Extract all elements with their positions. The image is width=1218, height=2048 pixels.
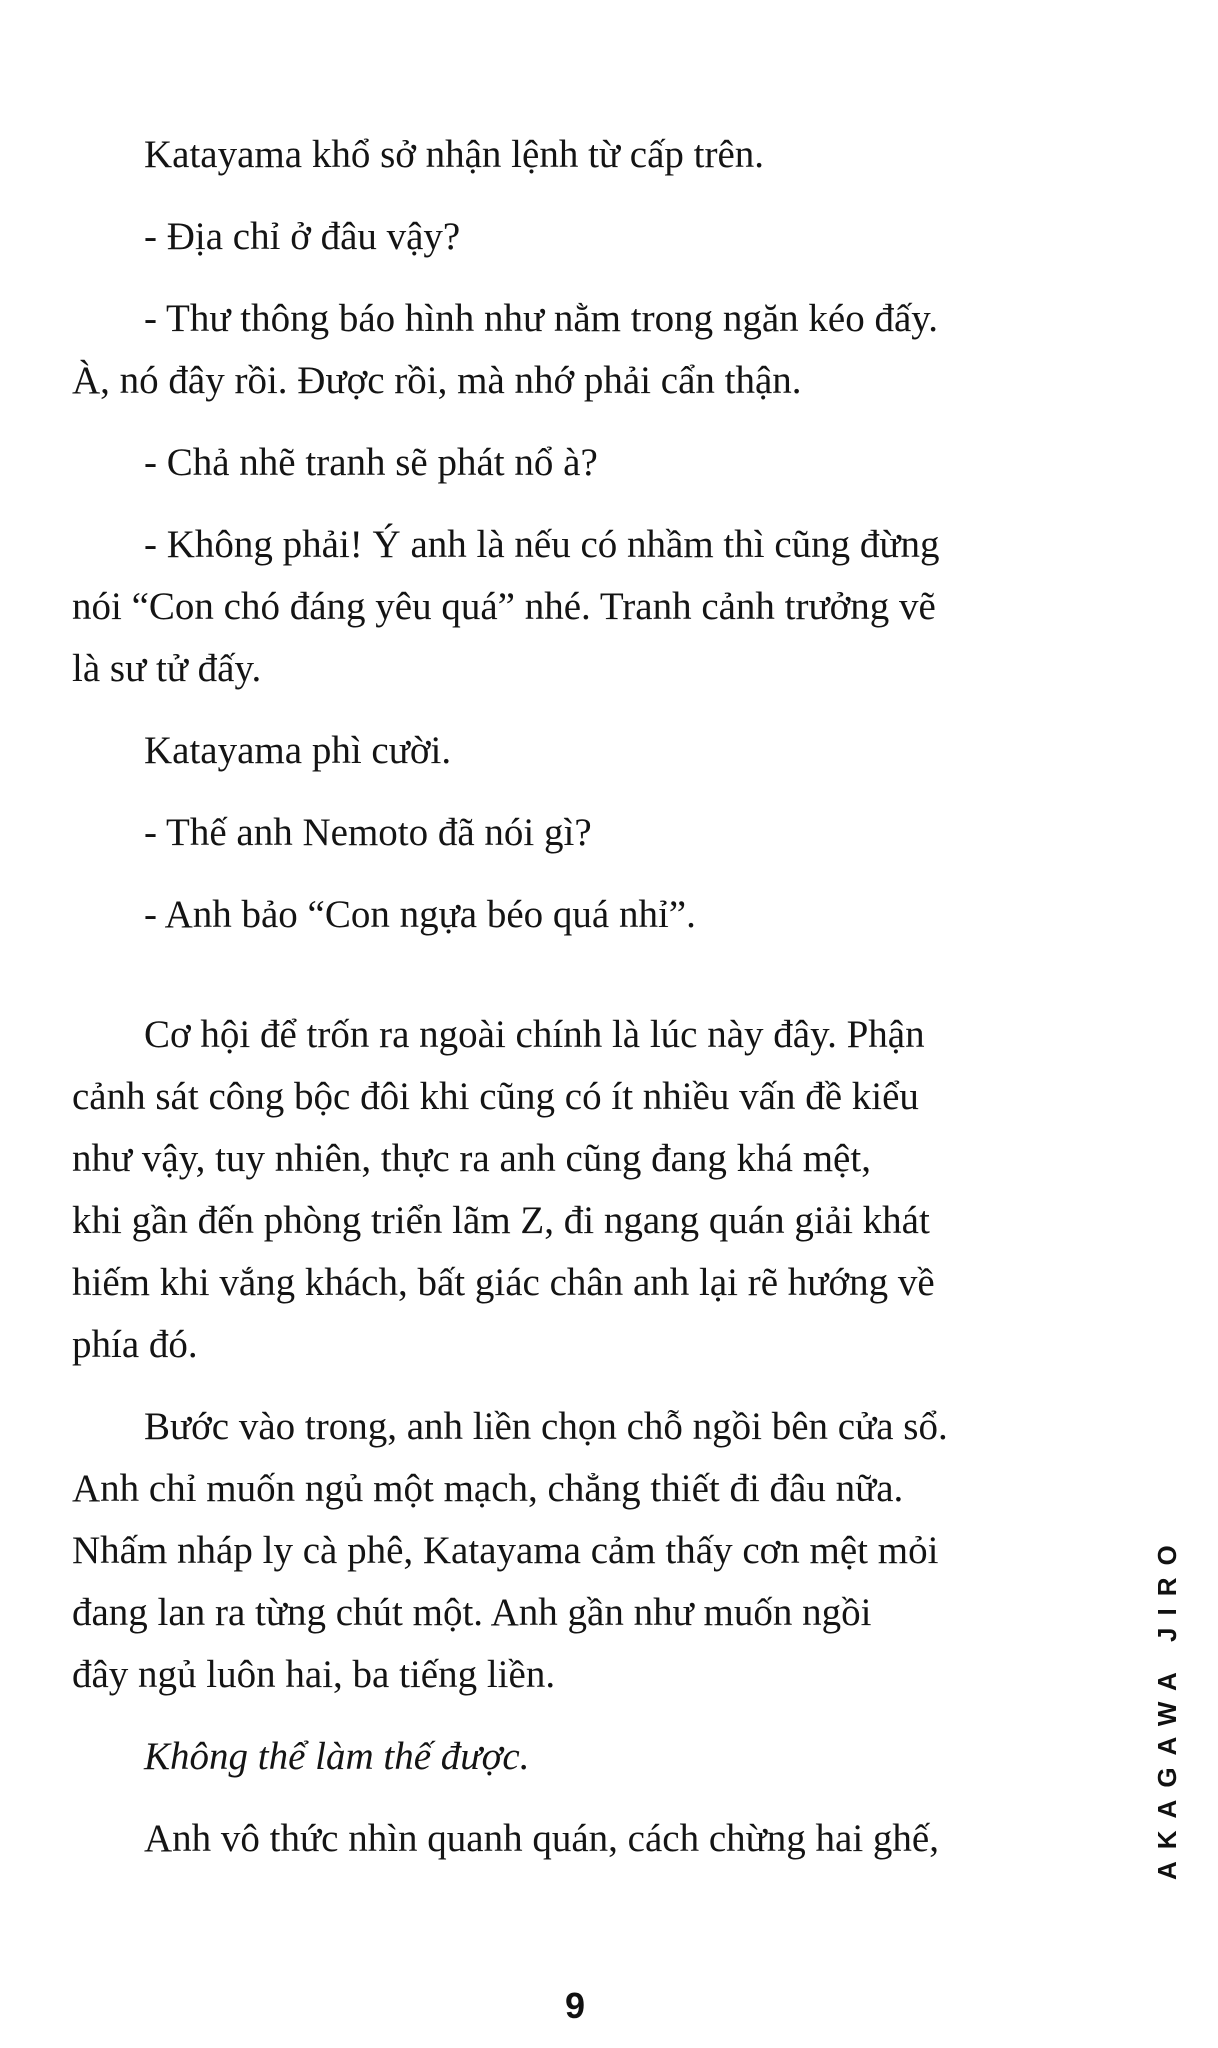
text-line: như vậy, tuy nhiên, thực ra anh cũng đang khá mệt, bbox=[72, 1137, 871, 1180]
text-line: phía đó. bbox=[72, 1323, 198, 1366]
text-line: Nhấm nháp ly cà phê, Katayama cảm thấy cơn mệt mỏi bbox=[72, 1529, 939, 1572]
text-line: - Anh bảo “Con ngựa béo quá nhỉ”. bbox=[144, 893, 696, 936]
text-line: Katayama khổ sở nhận lệnh từ cấp trên. bbox=[144, 133, 765, 176]
text-line: À, nó đây rồi. Được rồi, mà nhớ phải cẩn thận. bbox=[72, 359, 802, 402]
author-sidebar bbox=[1140, 1533, 1182, 1880]
body-text bbox=[72, 124, 1082, 1870]
page-number: 9 bbox=[564, 1985, 586, 2026]
text-line: Anh vô thức nhìn quanh quán, cách chừng hai ghế, bbox=[144, 1817, 939, 1860]
text-line: - Địa chỉ ở đâu vậy? bbox=[144, 215, 461, 258]
text-line: là sư tử đấy. bbox=[72, 647, 262, 690]
text-line: Anh chỉ muốn ngủ một mạch, chẳng thiết đi đâu nữa. bbox=[72, 1467, 904, 1510]
text-line: Katayama phì cười. bbox=[144, 729, 452, 772]
text-line: đang lan ra từng chút một. Anh gần như muốn ngồi bbox=[72, 1591, 872, 1634]
text-line: Cơ hội để trốn ra ngoài chính là lúc này đây. Phận bbox=[144, 1013, 925, 1056]
text-line: Bước vào trong, anh liền chọn chỗ ngồi bên cửa sổ. bbox=[144, 1405, 948, 1448]
text-line: Không thể làm thế được. bbox=[144, 1735, 530, 1778]
author-name: AKAGAWA JIRO bbox=[1152, 1533, 1182, 1880]
text-line: cảnh sát công bộc đôi khi cũng có ít nhiều vấn đề kiểu bbox=[72, 1075, 919, 1118]
text-line: - Chả nhẽ tranh sẽ phát nổ à? bbox=[144, 441, 598, 484]
text-line: nói “Con chó đáng yêu quá” nhé. Tranh cảnh trưởng vẽ bbox=[72, 585, 936, 628]
text-line: - Thư thông báo hình như nằm trong ngăn kéo đấy. bbox=[144, 297, 938, 340]
text-line: - Không phải! Ý anh là nếu có nhầm thì cũng đừng bbox=[144, 523, 940, 566]
text-line: khi gần đến phòng triển lãm Z, đi ngang quán giải khát bbox=[72, 1199, 930, 1242]
text-line: - Thế anh Nemoto đã nói gì? bbox=[144, 811, 592, 854]
text-line: đây ngủ luôn hai, ba tiếng liền. bbox=[72, 1653, 556, 1696]
text-line: hiếm khi vắng khách, bất giác chân anh lại rẽ hướng về bbox=[72, 1261, 935, 1304]
